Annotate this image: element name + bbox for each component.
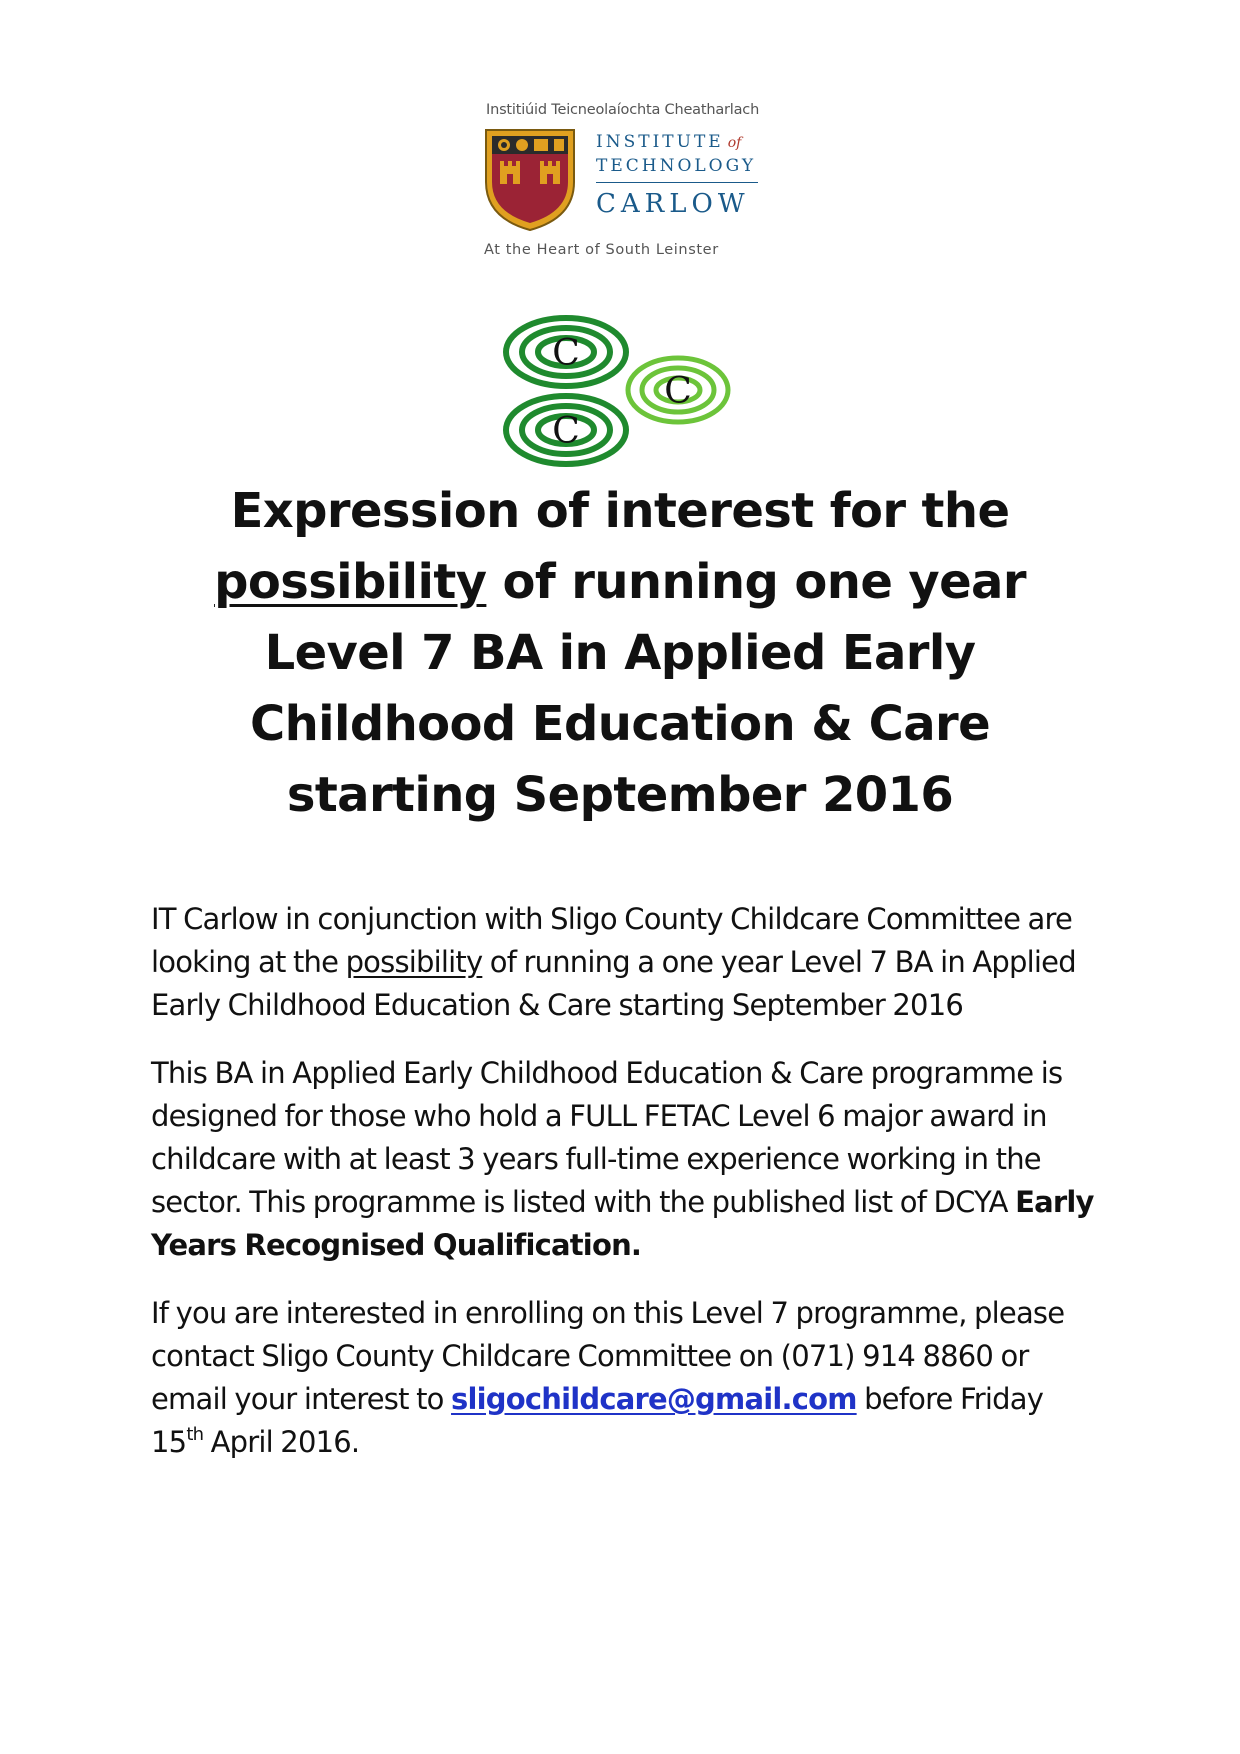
scc-letter-right: C (664, 371, 692, 412)
paragraph-contact (151, 1292, 1101, 1464)
paragraph-programme-text: This BA in Applied Early Childhood Education & Care programme is designed for those who hold a FULL FETAC Level 6 major award in childcare with at least 3 years full-time experience working in the sector. This programme is listed with the published list of DCYA (151, 1056, 1063, 1219)
it-carlow-logo (482, 100, 762, 265)
sligo-childcare-logo-icon (498, 312, 738, 472)
title-part1: Expression of interest for the (230, 483, 1010, 539)
scc-letter-top: C (552, 333, 580, 374)
it-carlow-irish-name: Institiúid Teicneolaíochta Cheatharlach (486, 102, 760, 118)
paragraph-contact-end: April 2016. (210, 1425, 360, 1459)
it-carlow-divider (596, 182, 758, 183)
it-carlow-tagline: At the Heart of South Leinster (484, 242, 719, 258)
paragraph-contact-after: before Friday 15 (151, 1382, 1044, 1459)
title-part2: of running one year Level 7 BA in Applied Early Childhood Education & Care starting September 2016 (249, 554, 1026, 823)
it-carlow-carlow: CARLOW (596, 189, 750, 219)
paragraph-intro-before: IT Carlow in conjunction with Sligo County Childcare Committee are looking at the (151, 902, 1073, 979)
paragraph-intro-underlined-word: possibility (345, 945, 483, 979)
paragraph-contact-before: If you are interested in enrolling on this Level 7 programme, please contact Sligo County Childcare Committee on (071) 914 8860 or email your interest to (151, 1296, 1065, 1416)
paragraph-programme-bold: Early Years Recognised Qualification. (151, 1185, 1094, 1262)
it-carlow-wordmark (596, 132, 758, 219)
body-text (151, 898, 1101, 1489)
scc-letter-bottom: C (552, 411, 580, 452)
paragraph-intro (151, 898, 1101, 1027)
it-carlow-of: of (727, 135, 742, 151)
email-link[interactable]: sligochildcare@gmail.com (451, 1382, 857, 1416)
ordinal-suffix: th (186, 1424, 204, 1445)
it-carlow-institute: INSTITUTE (596, 132, 724, 152)
it-carlow-technology: TECHNOLOGY (596, 156, 757, 176)
page-title (140, 476, 1100, 831)
paragraph-intro-after: of running a one year Level 7 BA in Applied Early Childhood Education & Care starting September 2016 (151, 945, 1076, 1022)
paragraph-programme (151, 1052, 1101, 1267)
title-underlined-word: possibility (214, 554, 487, 610)
it-carlow-crest-icon (482, 126, 578, 234)
